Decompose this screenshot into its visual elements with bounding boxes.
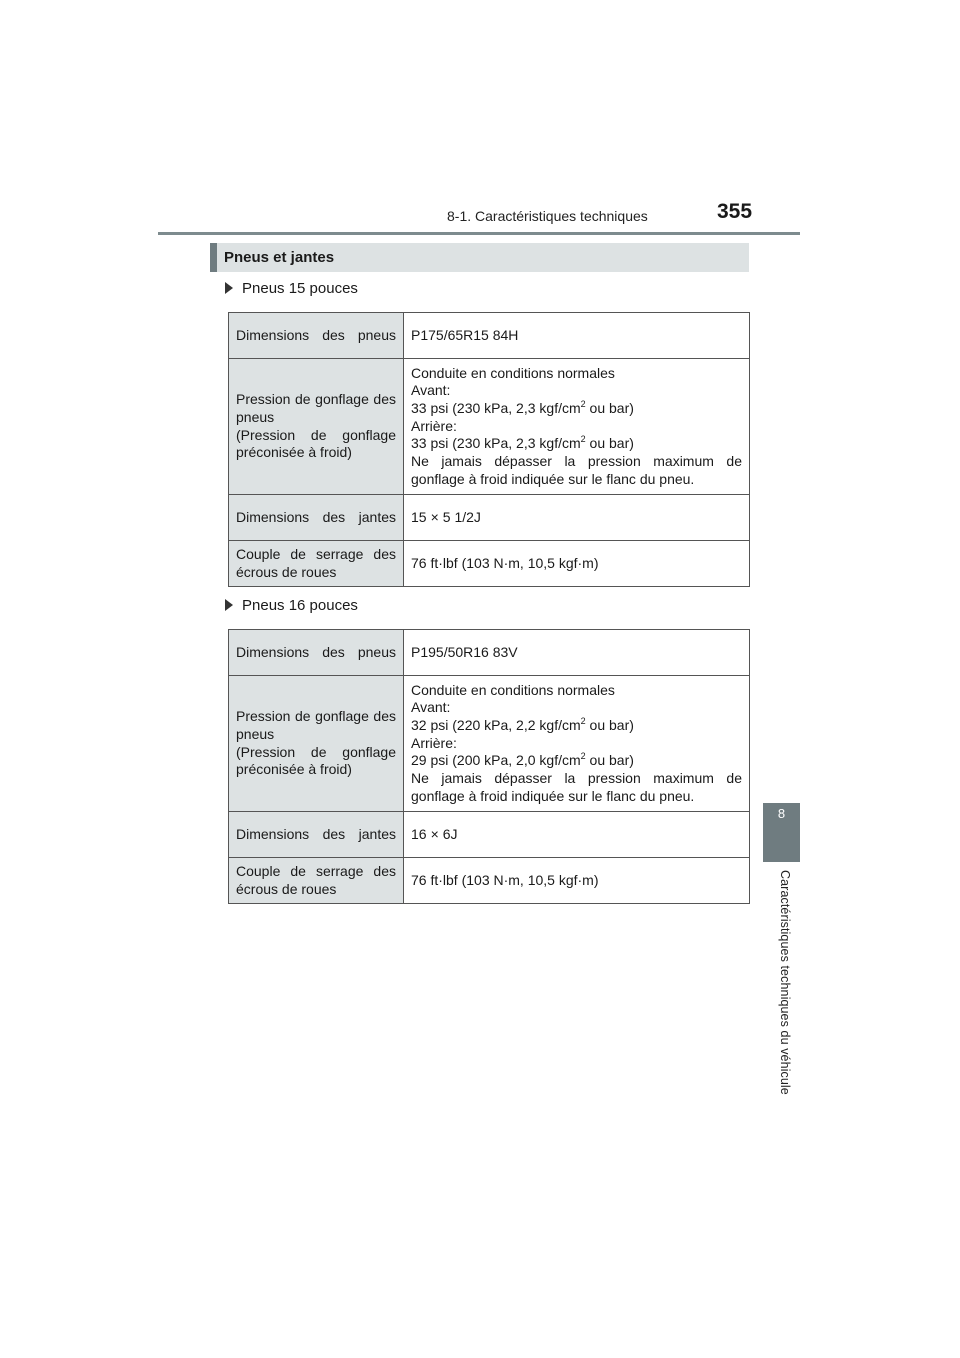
tire-size-label: Dimensions des pneus <box>229 630 404 676</box>
front-pressure: 32 psi (220 kPa, 2,2 kgf/$cm^2$ ou bar) <box>411 715 634 733</box>
table-row <box>229 495 750 541</box>
table-row <box>229 812 750 858</box>
pressure-label-line: (Pression de gonflage préconisée à froid) <box>236 743 396 778</box>
table-row <box>229 676 750 812</box>
pressure-label-line: (Pression de gonflage préconisée à froid) <box>236 426 396 461</box>
torque-value: 76 ft·lbf (103 N·m, 10,5 kgf·m) <box>404 858 750 904</box>
tire-size-value: P175/65R15 84H <box>404 313 750 359</box>
wheel-size-value: 15 × 5 1/2J <box>404 495 750 541</box>
pressure-condition: Conduite en conditions normales <box>411 681 615 698</box>
rear-pressure: 33 psi (230 kPa, 2,3 kgf/$cm^2$ ou bar) <box>411 434 634 452</box>
pressure-value <box>404 676 750 812</box>
tire-size-label: Dimensions des pneus <box>229 313 404 359</box>
wheel-size-label: Dimensions des jantes <box>229 495 404 541</box>
front-label: Avant: <box>411 382 451 399</box>
subsection-heading-label: Pneus 15 pouces <box>242 280 358 297</box>
section-header <box>210 243 749 272</box>
pressure-label <box>229 359 404 495</box>
section-title: Pneus et jantes <box>224 249 335 266</box>
pressure-label <box>229 676 404 812</box>
torque-value: 76 ft·lbf (103 N·m, 10,5 kgf·m) <box>404 541 750 587</box>
torque-label: Couple de serrage des écrous de roues <box>229 858 404 904</box>
rear-label: Arrière: <box>411 734 457 751</box>
pressure-warning: Ne jamais dépasser la pression maximum de gonflage à froid indiquée sur le flanc du pneu. <box>411 453 742 487</box>
subsection-heading-label: Pneus 16 pouces <box>242 597 358 614</box>
chapter-side-tab[interactable] <box>763 803 800 862</box>
rear-label: Arrière: <box>411 417 457 434</box>
torque-label: Couple de serrage des écrous de roues <box>229 541 404 587</box>
section-header-bar <box>210 243 217 272</box>
table-row <box>229 359 750 495</box>
chapter-side-label: Caractéristiques techniques du véhicule <box>778 870 792 1095</box>
chapter-number: 8 <box>777 806 786 821</box>
wheel-size-value: 16 × 6J <box>404 812 750 858</box>
table-row <box>229 313 750 359</box>
table-row <box>229 541 750 587</box>
table-row <box>229 630 750 676</box>
triangle-bullet-icon <box>225 282 233 294</box>
triangle-bullet-icon <box>225 599 233 611</box>
pressure-label-line: Pression de gonflage des pneus <box>236 391 396 425</box>
table-row <box>229 858 750 904</box>
wheel-size-label: Dimensions des jantes <box>229 812 404 858</box>
pressure-warning: Ne jamais dépasser la pression maximum de gonflage à froid indiquée sur le flanc du pneu. <box>411 770 742 804</box>
pressure-value <box>404 359 750 495</box>
subsection-heading-16 <box>225 597 358 614</box>
spec-table-15 <box>228 312 750 587</box>
front-label: Avant: <box>411 699 451 716</box>
pressure-label-line: Pression de gonflage des pneus <box>236 708 396 742</box>
rear-pressure: 29 psi (200 kPa, 2,0 kgf/$cm^2$ ou bar) <box>411 751 634 769</box>
subsection-heading-15 <box>225 280 358 297</box>
page-number: 355 <box>717 200 753 223</box>
front-pressure: 33 psi (230 kPa, 2,3 kgf/$cm^2$ ou bar) <box>411 398 634 416</box>
tire-size-value: P195/50R16 83V <box>404 630 750 676</box>
chapter-section-title: 8-1. Caractéristiques techniques <box>447 208 648 224</box>
header-divider <box>158 232 800 235</box>
spec-table-16 <box>228 629 750 904</box>
pressure-condition: Conduite en conditions normales <box>411 364 615 381</box>
